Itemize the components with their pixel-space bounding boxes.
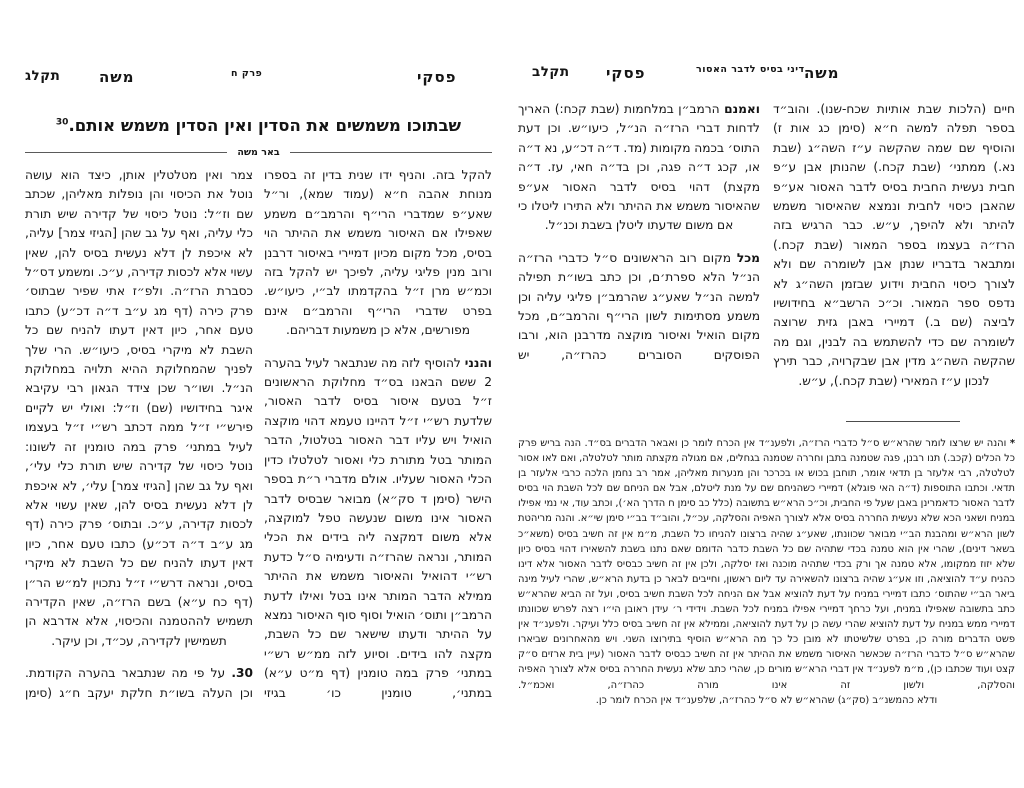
paragraph-text: להוסיף לזה מה שנתבאר לעיל בהערה 2 ששם הבאנו בס״ד מחלוקת הראשונים ז״ל בטעם איסור בסיס לדבר האסור, שלדעת רש״י ז״ל דהיינו טעמא דהוי מוקצה הואיל ויש עליו דבר האסור בטלטול, הדבר המותר בטל מתורת כלי ואסור לטלטלו כדין הכלי האסור שעליו. אולם מדברי ר״ת בספר הישר (סימן ד סק״א) מבואר שבסיס לדבר האסור אינו משום שנעשה טפל למוקצה, אלא משום דמקצה ליה בידים את הכלי המותר, ונראה שהרז״ה ודעימיה ס״ל כדעת רש״י דהואיל והאיסור משמש את ההיתר ממילא הדבר המותר אינו בטל ואילו לדעת הרמב״ן ותוס׳ הואיל וסוף סוף האיסור נמצא על ההיתר ודעתו שישאר שם כל השבת, מקצה להו בידים. וסיוע לזה ממ״ש רש״י במתני׳ פרק במה טומנין (דף מ״ט ע״א) במתני׳, טומנין כו׳ בגיזי <box>264 355 492 700</box>
paragraph-lead: מכל <box>736 250 761 265</box>
beer-moshe-label: באר משה <box>237 147 280 158</box>
footnote-30-paragraph <box>25 664 253 703</box>
left-page-number: תקלג <box>25 68 61 84</box>
right-page-columns <box>518 100 1015 404</box>
paragraph-text: על פי מה שנתבאר בהערה הקודמת. וכן העלה בשו״ת חלקת יעקב ח״ג (סימן <box>25 666 253 700</box>
paragraph-lead: ואמנם <box>724 102 760 116</box>
footnote-text: והנה יש שרצו לומר שהרא״ש ס״ל כדברי הרז״ה, ולפענ״ד אין הכרח לומר כן ואבאר הדברים בס״ד. הנה בריש פרק כל הכלים (קכב.) תנו רבנן, פגה שטמנה בתבן וחררה שטמנה בגחלים, אם מגולה מקצתה מותר לטלטלה, ואם לאו אסור לטלטלה, רבי אלעזר בן תדאי אומר, תוחבן בכוש או בכרכר והן מנערות מאליהן, אמר רב נחמן הלכה כרבי אלעזר בן תדאי. וכתבו התוספות (ד״ה האי פוגלא) דמיירי כשהניחם שם על מנת ליטלם, אבל אם הניחם שם לכל השבת הוי בסיס לדבר האסור כדאמרינן באבן שעל פי החבית, וכ״כ הרא״ש בתשובה (כלל כב סימן ח הדרך הא׳), וכתב עוד, אי נמי אפילו במניח ושאני הכא שלא נעשית החררה בסיס אלא לצורך האפיה והסלקה, עכ״ל, והוב״ד בב״י סימן שי״א. והנה מריהטת לשון הרא״ש ומהבנת הב״י מבואר שכוונתו, שאע״ג שהיה ברצונו להניחו כל השבת, מ״מ אין זה חשיב בסיס (משא״כ בשאר דינים), שהרי אין הוא טמנה בכדי שתהיה שם כל השבת כדבר הדומם שאם נתנו בשבת להשאירו דהוי בסיס כיון שלא יזוז ממקומו, אלא טמנה אך ורק בכדי שתהיה מוכנה ואז יסלקה, ולכן אין זה חשיב כבסיס לדבר האסור אלא דינו כהניח ע״ד להוציאה, וזו אע״ג שהיה ברצונו להשאירה עד ליום ראשון, וחייבים לבאר כן בדעת הרא״ש, שהרי לעיל מינה ביאר הב״י שהתוס׳ כתבו דמיירי במניח על דעת להוציא אבל אם הניחה לכל השבת חשיב בסיס, ועל זה הביא שהרא״ש כתב בתשובה שאפילו במניח, ועל כרחך דמיירי אפילו במניח לכל השבת. וידידי ר׳ עידן ראובן הי״ו רצה לפרש שכוונתו דמיירי ממש במניח על דעת להוציא שהרי עשה כן על דעת להוציאה, וממילא אין זה חשיב בסיס כלל ועיקר. ולפענ״ד אין פשט הדברים מורה כן, בפרט שלשיטתו לא מובן כל כך מה הרא״ש הוסיף בתירוצו השני. ויש מהאחרונים שביארו שהרא״ש ס״ל כדברי הרז״ה שכאשר האיסור משמש את ההיתר אין זה חשיב כבסיס לדבר האסור (עיין בית ארזים ס״ק קצט ועוד שכתבו כן), מ״מ לפענ״ד אין דברי הרא״ש מורים כן, שהרי כתב שלא נעשית החררה בסיס אלא לצורך האפיה והסלקה, ולשון זה אינו מורה כהרז״ה, ואכמ״ל. <box>518 438 1015 691</box>
paragraph-text: הרמב״ן במלחמות (שבת קכח:) האריך לדחות דברי הרז״ה הנ״ל, כיעו״ש. וכן דעת התוס׳ בכמה מקומות (מד. ד״ה דכ״ע, נא ד״ה או, קכג ד״ה פגה, וכן בד״ה חאי, עז. ד״ה מקצת) דהוי בסיס לדבר האסור אע״פ שהאיסור משמש את ההיתר ולא התירו ליטלו כי אם משום שדעתו ליטלן בשבת וכנ״ל. <box>518 102 760 233</box>
right-page-footnote <box>518 436 1015 708</box>
paragraph-text: מקום רוב הראשונים ס״ל כדברי הרז״ה הנ״ל הלא ספרת׳ם, וכן כתב בשו״ת תפילה למשה הנ״ל שאע״ג שהרמב״ן פליגי עליה וכן משמע מסתימות לשון הרי״ף והרמב״ם, מכל מקום הואיל ואיסור מוקצה מדרבנן הוא, ורבו הפוסקים הסוברים כהרז״ה, יש <box>518 250 760 362</box>
left-page-column-right <box>264 166 492 716</box>
paragraph <box>518 100 760 236</box>
paragraph-lead: והנני <box>464 355 492 370</box>
right-header-book-moshe: משה <box>804 64 840 82</box>
paragraph: להקל בזה. והניף ידו שנית בדין זה בספרו מנוחת אהבה ח״א (עמוד שמא), ור״ל שאע״פ שמדברי הרי״ף והרמב״ם משמע שאפילו אם האיסור משמש את ההיתר הוי בסיס, מכל מקום מכיון דמיירי באיסור דרבנן ורוב מנין פליגי עליה, לפיכך יש להקל בזה וכמ״ש מרן ז״ל בהקדמתו לב״י, כיעו״ש. בפרט שדברי הרי״ף והרמב״ם אינם מפורשים, אלא כן משמעות דבריהם. <box>264 168 492 338</box>
right-header-book-piskei: פסקי <box>606 64 646 82</box>
heading-footnote-ref: 30 <box>55 117 69 128</box>
left-page-header <box>25 68 492 90</box>
left-header-book-piskei: פסקי <box>417 68 457 86</box>
right-page-column-right <box>773 100 1015 404</box>
footnote-closing-line: ודלא כהמשנ״ב (סק״ג) שהרא״ש לא ס״ל כהרז״ה, שלפענ״ד אין הכרח לומר כן. <box>595 694 938 706</box>
divider-rule-right <box>290 152 492 153</box>
footnote-separator-rule <box>846 421 960 422</box>
paragraph: חיים (הלכות שבת אותיות שכח-שנו). והוב״ד בספר תפלה למשה ח״א (סימן כג אות ז) והוסיף שם שמה שהקשה ע״ז השה״ג (שבת נא.) ממתני׳ (שבת קכח.) שהנותן אבן ע״פ חבית נעשית החבית בסיס לדבר האסור אע״פ שהאבן כיסוי לחבית ונמצא שהאיסור משמש להיתר ולא להיפך, ע״ש. כבר הרגיש בזה הרז״ה בעצמו בספר המאור (שבת קכח.) ומתבאר בדבריו שנתן אבן לשומרה שם ולא לצורך כיסוי החבית וידוע שבזמן השה״ג לא נדפס ספר המאור. וכ״כ הרשב״א בחידושיו לביצה (שם ב.) דמיירי באבן גזית שרוצה לשומרה שם כדי להשתמש בה לבנין, וגם מה שהקשה השה״ג מדין אבן שבקרויה, כבר תירץ לנכון ע״ז המאירי (שבת קכח.), ע״ש. <box>773 102 1015 388</box>
footnote-asterisk-marker: * <box>1009 438 1015 449</box>
beer-moshe-divider <box>25 147 492 158</box>
right-page-header <box>518 64 1015 86</box>
right-page-number: תקלב <box>532 64 570 80</box>
divider-rule-left <box>25 152 227 153</box>
section-heading-text: שבתוכו משמשים את הסדין ואין הסדין משמש אותם. <box>68 116 462 135</box>
footnote-30-number: 30. <box>231 666 254 681</box>
left-header-book-moshe: משה <box>99 68 135 86</box>
paragraph <box>518 249 760 365</box>
left-page-columns <box>25 166 492 716</box>
right-header-subject: דיני בסיס לדבר האסור <box>696 64 805 75</box>
left-page-column-left <box>25 166 253 716</box>
section-heading <box>25 116 492 135</box>
paragraph <box>264 354 492 703</box>
footnote-body <box>518 436 1015 693</box>
left-header-chapter: פרק ח <box>231 68 263 79</box>
paragraph: צמר ואין מטלטלין אותן, כיצד הוא עושה נוטל את הכיסוי והן נופלות מאליהן, שכתב שם וז״ל: נוטל כיסוי של קדירה שיש תורת כלי עליה, ואף על גב שהן [הגיזי צמר] עליה, לא איכפת לן דלא נעשית בסיס להן, שאין עשוי אלא לכסות קדירה, ע״כ. ומשמע דס״ל כסברת הרז״ה. ולפ״ז אתי שפיר שבתוס׳ פרק כירה (דף מג ע״ב ד״ה דכ״ע) כתבו טעם אחר, כיון דאין דעתו להניח שם כל השבת לא מיקרי בסיס, כיעו״ש. הרי שלך לפניך שהמחלוקת ההיא תלויה במחלוקת הנ״ל. ושו״ר שכן צידד הגאון רבי עקיבא איגר בחידושיו (שם) וז״ל: ואולי יש לקיים פירש״י ז״ל ממה דכתב רש״י ז״ל בעצמו לעיל במתני׳ פרק במה טומנין זה לשונו: נוטל כיסוי של קדירה שיש תורת כלי עלי׳, ואף על גב שהן [הגיזי צמר] עלי׳, לא איכפת לן דלא נעשית בסיס להן, שאין עשוי אלא לכסות קדירה, ע״כ. ובתוס׳ פרק כירה (דף מג ע״ב ד״ה דכ״ע) כתבו טעם אחר, כיון דאין דעתו להניח שם כל השבת לא מיקרי בסיס, ונראה דרש״י ז״ל נתכוין למ״ש הר״ן (דף כח ע״א) בשם הרז״ה, שאין הקדירה תשמיש לההטמנה והכיסוי, אלא אדרבא הן תשמישין לקדירה, עכ״ד, וכן עיקר. <box>25 168 253 648</box>
right-page-column-left <box>518 100 760 404</box>
